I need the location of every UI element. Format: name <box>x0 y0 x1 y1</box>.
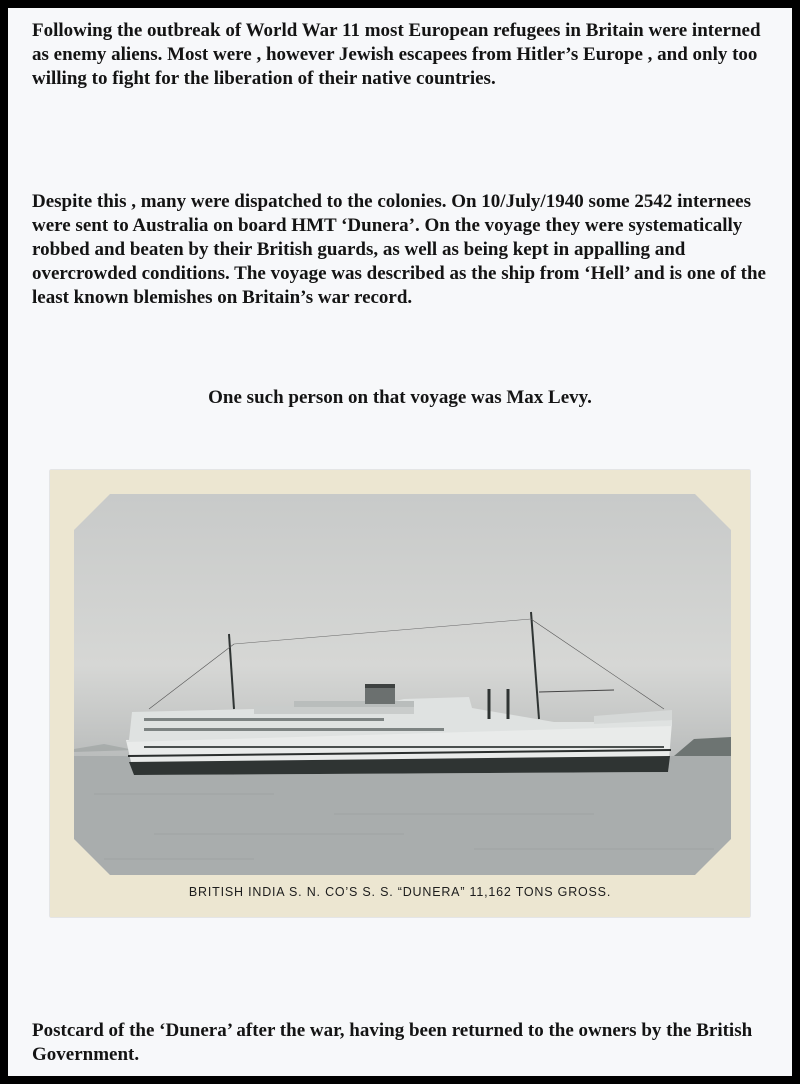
intro-paragraph: Following the outbreak of World War 11 most European refugees in Britain were interned as enemy aliens. Most were , however Jewish escapees from Hitler’s Europe , and only too willing to fight for the liberation of their native countries. <box>32 20 761 89</box>
postcard-caption: BRITISH INDIA S. N. CO’S S. S. “DUNERA” 11,162 TONS GROSS. <box>188 885 612 899</box>
person-line: One such person on that voyage was Max Levy. <box>208 387 592 408</box>
postcard <box>50 470 750 917</box>
photo-corner <box>695 494 731 530</box>
photo-corner <box>74 839 110 875</box>
photo-corner <box>74 494 110 530</box>
ship-photo <box>74 494 731 875</box>
album-page <box>8 8 792 1076</box>
ship-illustration <box>74 494 731 875</box>
photo-corner <box>695 839 731 875</box>
postcard-note: Postcard of the ‘Dunera’ after the war, having been returned to the owners by the British Government. <box>32 1020 753 1065</box>
voyage-paragraph: Despite this , many were dispatched to the colonies. On 10/July/1940 some 2542 internees were sent to Australia on board HMT ‘Dunera’. On the voyage they were systematically robbed and beaten by their British guards, as well as being kept in appalling and overcrowded conditions. The voyage was described as the ship from ‘Hell’ and is one of the least known blemishes on Britain’s war record. <box>32 191 766 308</box>
